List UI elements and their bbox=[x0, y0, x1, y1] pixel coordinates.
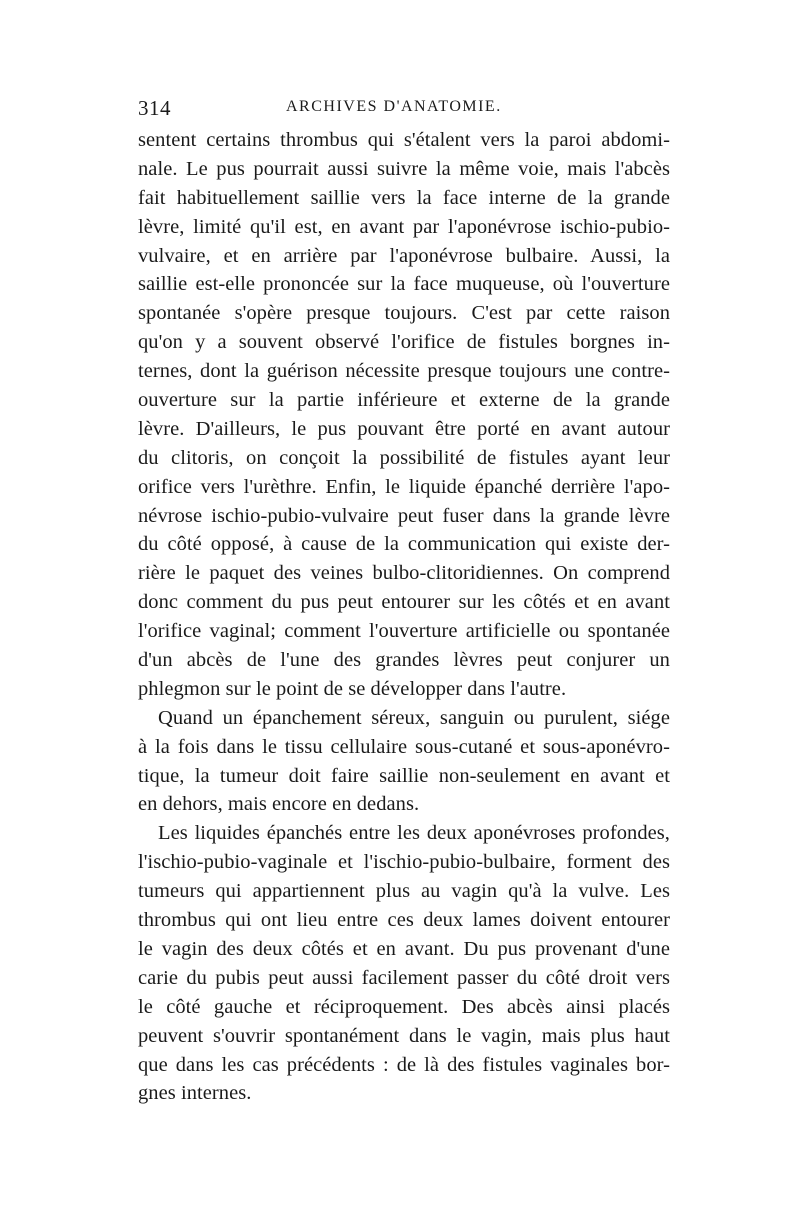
text-line: fait habituellement saillie vers la face interne de la grande bbox=[138, 186, 670, 209]
text-line: gnes internes. bbox=[138, 1082, 252, 1105]
text-line: qu'on y a souvent observé l'orifice de fistules borgnes in- bbox=[138, 331, 670, 354]
text-line: phlegmon sur le point de se développer dans l'autre. bbox=[138, 677, 567, 700]
text-line: donc comment du pus peut entourer sur les côtés et en avant bbox=[138, 591, 670, 614]
text-line: lèvre, limité qu'il est, en avant par l'aponévrose ischio-pubio- bbox=[138, 215, 670, 238]
text-line: l'ischio-pubio-vaginale et l'ischio-pubio-bulbaire, forment des bbox=[138, 851, 670, 874]
text-line: spontanée s'opère presque toujours. C'est par cette raison bbox=[138, 302, 670, 325]
page-header bbox=[138, 96, 670, 126]
text-line: en dehors, mais encore en dedans. bbox=[138, 793, 420, 816]
text-line: peuvent s'ouvrir spontanément dans le vagin, mais plus haut bbox=[138, 1024, 670, 1047]
text-line: ternes, dont la guérison nécessite presque toujours une contre- bbox=[138, 360, 670, 383]
text-line: tique, la tumeur doit faire saillie non-seulement en avant et bbox=[138, 764, 670, 787]
text-line: le côté gauche et réciproquement. Des abcès ainsi placés bbox=[138, 995, 670, 1018]
text-line: le vagin des deux côtés et en avant. Du pus provenant d'une bbox=[138, 937, 670, 960]
text-line: Quand un épanchement séreux, sanguin ou purulent, siége bbox=[158, 706, 670, 729]
text-line: carie du pubis peut aussi facilement passer du côté droit vers bbox=[138, 966, 670, 989]
text-line: lèvre. D'ailleurs, le pus pouvant être porté en avant autour bbox=[138, 417, 670, 440]
text-line: à la fois dans le tissu cellulaire sous-cutané et sous-aponévro- bbox=[138, 735, 670, 758]
text-line: névrose ischio-pubio-vulvaire peut fuser dans la grande lèvre bbox=[138, 504, 670, 527]
running-title: ARCHIVES D'ANATOMIE. bbox=[286, 98, 502, 115]
body-text bbox=[138, 126, 670, 1108]
text-line: du côté opposé, à cause de la communication qui existe der- bbox=[138, 533, 670, 556]
text-line: du clitoris, on conçoit la possibilité de fistules ayant leur bbox=[138, 446, 670, 469]
text-line: d'un abcès de l'une des grandes lèvres peut conjurer un bbox=[138, 649, 670, 672]
text-line: nale. Le pus pourrait aussi suivre la même voie, mais l'abcès bbox=[138, 157, 670, 180]
page bbox=[138, 96, 670, 1108]
text-line: orifice vers l'urèthre. Enfin, le liquide épanché derrière l'apo- bbox=[138, 475, 670, 498]
text-line: saillie est-elle prononcée sur la face muqueuse, où l'ouverture bbox=[138, 273, 670, 296]
text-line: vulvaire, et en arrière par l'aponévrose bulbaire. Aussi, la bbox=[138, 244, 670, 267]
text-line: Les liquides épanchés entre les deux aponévroses profondes, bbox=[158, 822, 670, 845]
text-line: sentent certains thrombus qui s'étalent vers la paroi abdomi- bbox=[138, 129, 670, 151]
page-number: 314 bbox=[138, 96, 171, 120]
text-line: que dans les cas précédents : de là des fistules vaginales bor- bbox=[138, 1053, 670, 1076]
text-line: tumeurs qui appartiennent plus au vagin qu'à la vulve. Les bbox=[138, 880, 670, 903]
text-line: rière le paquet des veines bulbo-clitoridiennes. On comprend bbox=[138, 562, 670, 585]
text-line: thrombus qui ont lieu entre ces deux lames doivent entourer bbox=[138, 909, 670, 932]
text-line: ouverture sur la partie inférieure et externe de la grande bbox=[138, 389, 670, 412]
text-line: l'orifice vaginal; comment l'ouverture artificielle ou spontanée bbox=[138, 620, 670, 643]
